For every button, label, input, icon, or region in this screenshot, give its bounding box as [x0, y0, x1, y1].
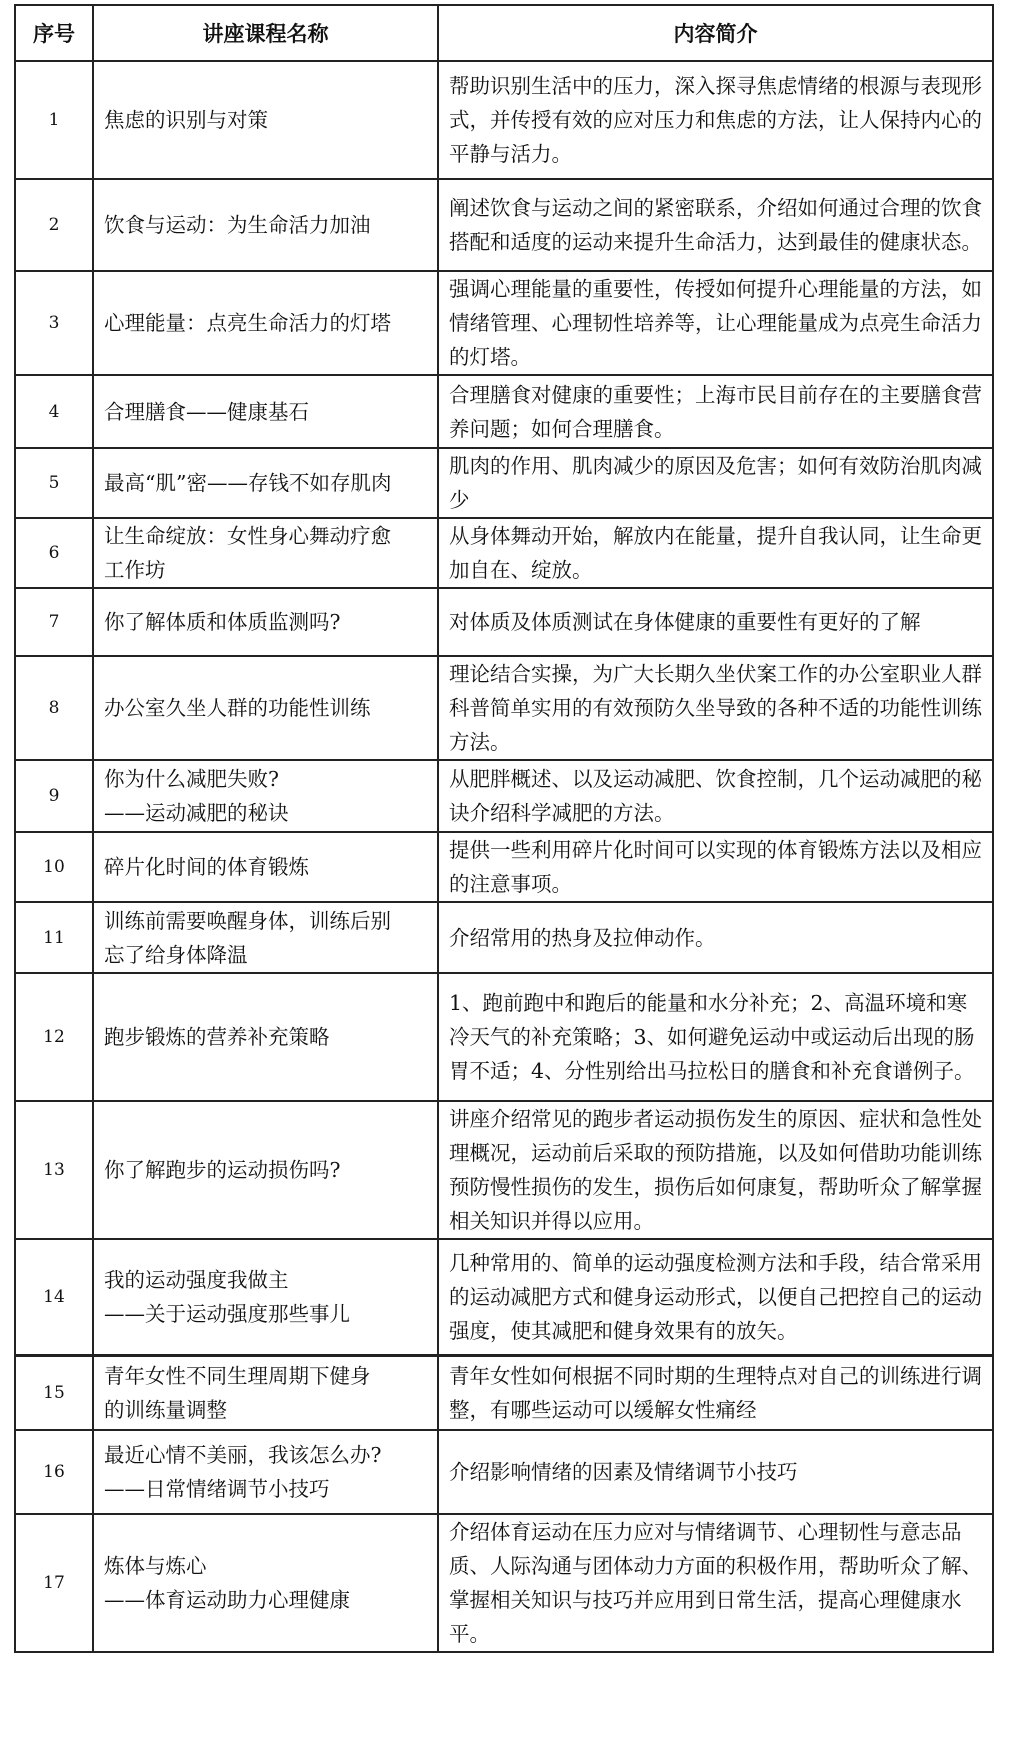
table-row	[15, 375, 993, 448]
course-description: 合理膳食对健康的重要性；上海市民目前存在的主要膳食营养问题；如何合理膳食。	[438, 375, 993, 448]
row-index: 1	[15, 61, 93, 179]
course-name: 跑步锻炼的营养补充策略	[93, 973, 438, 1101]
course-description: 1、跑前跑中和跑后的能量和水分补充；2、高温环境和寒冷天气的补充策略；3、如何避免运动中或运动后出现的肠胃不适；4、分性别给出马拉松日的膳食和补充食谱例子。	[438, 973, 993, 1101]
course-name: 训练前需要唤醒身体，训练后别 忘了给身体降温	[93, 902, 438, 973]
course-description: 从肥胖概述、以及运动减肥、饮食控制，几个运动减肥的秘诀介绍科学减肥的方法。	[438, 760, 993, 832]
course-description: 讲座介绍常见的跑步者运动损伤发生的原因、症状和急性处理概况，运动前后采取的预防措施，以及如何借助功能训练预防慢性损伤的发生，损伤后如何康复，帮助听众了解掌握相关知识并得以应用。	[438, 1101, 993, 1239]
course-description: 帮助识别生活中的压力，深入探寻焦虑情绪的根源与表现形式，并传授有效的应对压力和焦虑的方法，让人保持内心的平静与活力。	[438, 61, 993, 179]
table-row	[15, 448, 993, 518]
course-description: 对体质及体质测试在身体健康的重要性有更好的了解	[438, 588, 993, 656]
row-index: 9	[15, 760, 93, 832]
table-row	[15, 1430, 993, 1514]
course-name: 炼体与炼心 ——体育运动助力心理健康	[93, 1514, 438, 1652]
header-course: 讲座课程名称	[93, 5, 438, 61]
row-index: 8	[15, 656, 93, 760]
course-name: 青年女性不同生理周期下健身 的训练量调整	[93, 1355, 438, 1430]
course-description: 肌肉的作用、肌肉减少的原因及危害；如何有效防治肌肉减少	[438, 448, 993, 518]
course-name: 碎片化时间的体育锻炼	[93, 832, 438, 902]
course-name: 焦虑的识别与对策	[93, 61, 438, 179]
row-index: 16	[15, 1430, 93, 1514]
table-row	[15, 1101, 993, 1239]
course-description: 从身体舞动开始，解放内在能量，提升自我认同，让生命更加自在、绽放。	[438, 518, 993, 588]
table-row	[15, 656, 993, 760]
course-name: 办公室久坐人群的功能性训练	[93, 656, 438, 760]
course-description: 介绍常用的热身及拉伸动作。	[438, 902, 993, 973]
table-row	[15, 973, 993, 1101]
course-description: 介绍体育运动在压力应对与情绪调节、心理韧性与意志品质、人际沟通与团体动力方面的积极作用，帮助听众了解、掌握相关知识与技巧并应用到日常生活，提高心理健康水平。	[438, 1514, 993, 1652]
course-name: 合理膳食——健康基石	[93, 375, 438, 448]
row-index: 11	[15, 902, 93, 973]
course-name: 心理能量：点亮生命活力的灯塔	[93, 271, 438, 375]
course-name: 饮食与运动：为生命活力加油	[93, 179, 438, 271]
table-row	[15, 179, 993, 271]
table-row	[15, 588, 993, 656]
course-description: 几种常用的、简单的运动强度检测方法和手段，结合常采用的运动减肥方式和健身运动形式，以便自己把控自己的运动强度，使其减肥和健身效果有的放矢。	[438, 1239, 993, 1355]
course-name: 你为什么减肥失败? ——运动减肥的秘诀	[93, 760, 438, 832]
course-name: 最近心情不美丽，我该怎么办? ——日常情绪调节小技巧	[93, 1430, 438, 1514]
course-description: 青年女性如何根据不同时期的生理特点对自己的训练进行调整，有哪些运动可以缓解女性痛经	[438, 1355, 993, 1430]
table-row	[15, 902, 993, 973]
row-index: 10	[15, 832, 93, 902]
course-table	[14, 4, 992, 1653]
course-description: 提供一些利用碎片化时间可以实现的体育锻炼方法以及相应的注意事项。	[438, 832, 993, 902]
row-index: 12	[15, 973, 93, 1101]
table-row	[15, 760, 993, 832]
course-description: 阐述饮食与运动之间的紧密联系，介绍如何通过合理的饮食搭配和适度的运动来提升生命活力，达到最佳的健康状态。	[438, 179, 993, 271]
header-index: 序号	[15, 5, 93, 61]
row-index: 4	[15, 375, 93, 448]
row-index: 6	[15, 518, 93, 588]
course-description: 介绍影响情绪的因素及情绪调节小技巧	[438, 1430, 993, 1514]
course-name: 让生命绽放：女性身心舞动疗愈 工作坊	[93, 518, 438, 588]
row-index: 5	[15, 448, 93, 518]
header-content: 内容简介	[438, 5, 993, 61]
row-index: 2	[15, 179, 93, 271]
table-row	[15, 1514, 993, 1652]
table-row	[15, 832, 993, 902]
course-name: 你了解体质和体质监测吗?	[93, 588, 438, 656]
row-index: 15	[15, 1355, 93, 1430]
table-row	[15, 518, 993, 588]
course-name: 你了解跑步的运动损伤吗?	[93, 1101, 438, 1239]
lecture-table	[14, 4, 994, 1653]
table-row	[15, 1239, 993, 1355]
row-index: 17	[15, 1514, 93, 1652]
table-row	[15, 61, 993, 179]
course-description: 强调心理能量的重要性，传授如何提升心理能量的方法，如情绪管理、心理韧性培养等，让心理能量成为点亮生命活力的灯塔。	[438, 271, 993, 375]
course-name: 最高“肌”密——存钱不如存肌肉	[93, 448, 438, 518]
course-name: 我的运动强度我做主 ——关于运动强度那些事儿	[93, 1239, 438, 1355]
course-description: 理论结合实操，为广大长期久坐伏案工作的办公室职业人群科普简单实用的有效预防久坐导致的各种不适的功能性训练方法。	[438, 656, 993, 760]
row-index: 3	[15, 271, 93, 375]
row-index: 7	[15, 588, 93, 656]
table-row	[15, 1355, 993, 1430]
table-row	[15, 271, 993, 375]
table-header-row	[15, 5, 993, 61]
row-index: 14	[15, 1239, 93, 1355]
row-index: 13	[15, 1101, 93, 1239]
